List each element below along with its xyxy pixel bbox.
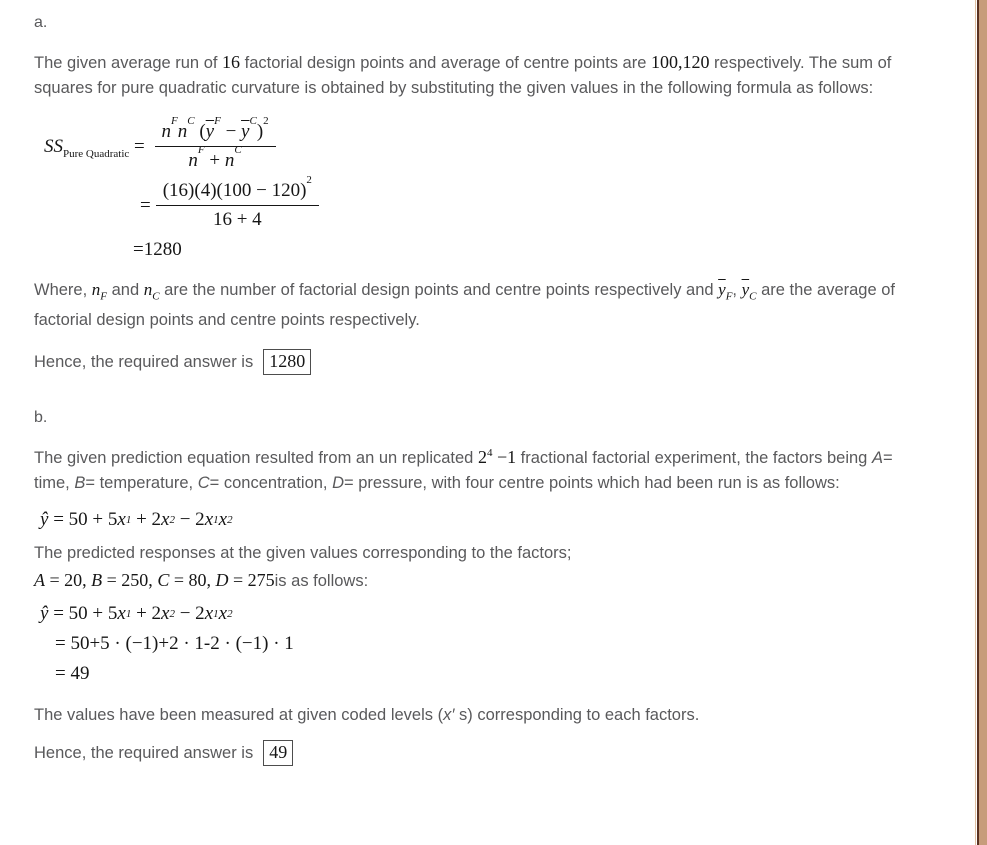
text-run-factors: fractional factorial experiment, the factors being A= time, B= temperature, C= concentration, D= pressure, with four centre points which had been run is as follows: xyxy=(34,449,893,492)
calc-line-1: ŷ = 50 + 5 x 1 + 2 x 2 − 2 x 1 x 2 xyxy=(40,603,233,624)
ss-formula-line-1 xyxy=(44,115,917,172)
page-right-border xyxy=(975,0,987,845)
text-run: factorial design points and average of centre points are xyxy=(240,54,651,72)
section-b-label: b. xyxy=(34,409,48,426)
hence-text: Hence, the required answer is xyxy=(34,352,254,371)
text-run: Where, xyxy=(34,281,92,299)
calculation-block xyxy=(40,603,917,685)
text-run: The given prediction equation resulted from an un replicated xyxy=(34,449,478,467)
factor-values-line xyxy=(34,570,917,591)
answer-box-49: 49 xyxy=(263,740,293,766)
text-run: and xyxy=(107,281,144,299)
hence-line-b xyxy=(34,740,917,766)
math-run-2pow4: $2^4 -1$ xyxy=(477,447,517,467)
math-run-values: A = 20, B = 250, C = 80, D = 275 xyxy=(34,570,275,590)
section-a-label: a. xyxy=(34,14,48,31)
calc-line-2: = 50+5 · (−1)+2 · 1-2 · (−1) · 1 xyxy=(55,633,294,654)
border-line-tan xyxy=(979,0,987,845)
fraction-numerator: n F n C ( $\overline{y}$ F − $\overline{y}$ C ) 2 xyxy=(155,121,276,147)
calc-line-3: = 49 xyxy=(55,663,90,684)
text-run: The given average run of xyxy=(34,54,223,72)
fraction xyxy=(155,115,276,172)
where-paragraph xyxy=(34,275,917,335)
intro-paragraph-b xyxy=(34,445,917,496)
coded-levels-line: The values have been measured at given coded levels (x′ s) corresponding to each factors. xyxy=(34,706,700,724)
math-run-100-120: 100,120 xyxy=(650,52,710,72)
math-run-nF: $n_F$ xyxy=(91,280,108,303)
fraction xyxy=(156,174,319,231)
text-run: respectively. The sum of squares for pure quadratic curvature is obtained by substituting the given values in the following formula as follows: xyxy=(34,54,892,97)
math-run-16: 16 xyxy=(222,52,241,72)
text-run: are the number of factorial design points and centre points respectively and xyxy=(159,281,719,299)
intro-paragraph-a xyxy=(34,50,917,101)
responses-line: The predicted responses at the given values corresponding to the factors; xyxy=(34,544,572,562)
equals-sign: = xyxy=(129,135,150,157)
hence-text: Hence, the required answer is xyxy=(34,743,254,762)
math-run-ybarC: $\overline{y}_C$ xyxy=(741,280,757,303)
border-line-light xyxy=(975,0,976,845)
text-run: is as follows: xyxy=(274,572,369,590)
ss-formula-result: =1280 xyxy=(133,239,182,260)
text-run: are the average of factorial design points and centre points respectively. xyxy=(34,281,895,329)
prediction-equation: ŷ = 50 + 5 x 1 + 2 x 2 − 2 x 1 x 2 xyxy=(40,509,233,530)
hence-line-a xyxy=(34,349,917,375)
fraction-denominator: 16 + 4 xyxy=(212,209,262,230)
text-run: , xyxy=(732,281,742,299)
math-run-nC: $n_C$ xyxy=(143,280,160,303)
answer-box-1280: 1280 xyxy=(263,349,311,375)
math-run-ybarF: $\overline{y}_F$ xyxy=(718,280,733,303)
equals-sign: = xyxy=(140,194,151,216)
ss-formula-line-2 xyxy=(140,174,917,231)
ss-lhs: $SS_{Pure Quadratic}$ xyxy=(44,135,130,160)
fraction-denominator: n F + n C xyxy=(188,144,242,171)
ss-formula-block xyxy=(44,115,917,261)
fraction-numerator: (16)(4)(100 − 120) 2 xyxy=(156,180,319,206)
